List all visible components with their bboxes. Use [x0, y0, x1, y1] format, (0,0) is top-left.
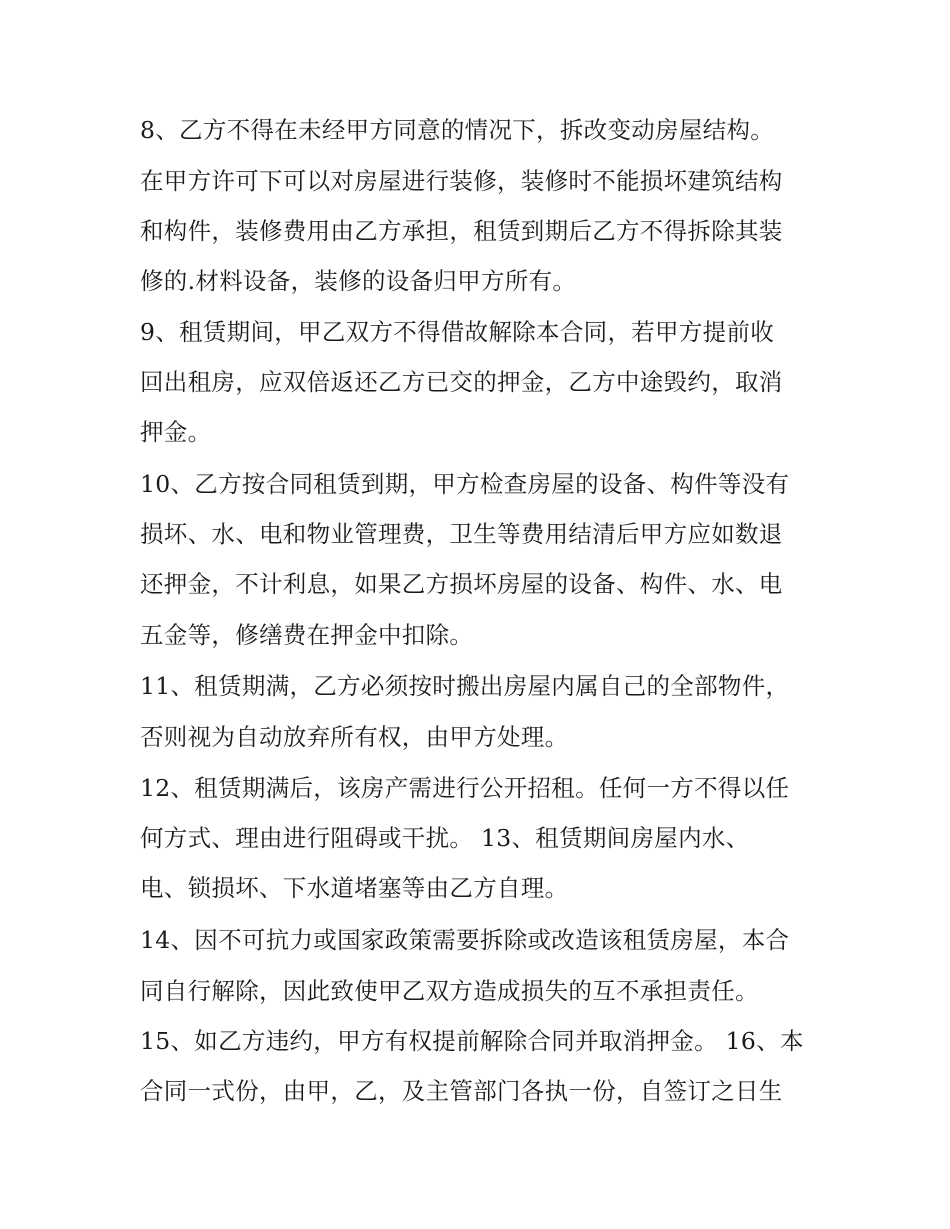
- text-line-12: 11、租赁期满，乙方必须按时搬出房屋内属自己的全部物件，: [140, 672, 790, 700]
- text-line-14: 12、租赁期满后，该房产需进行公开招租。任何一方不得以任: [140, 774, 790, 802]
- text-line-16: 电、锁损坏、下水道堵塞等由乙方自理。: [140, 874, 569, 902]
- text-line-1: 8、乙方不得在未经甲方同意的情况下，拆改变动房屋结构。: [140, 116, 775, 144]
- text-line-20: 合同一式份，由甲，乙，及主管部门各执一份，自签订之日生: [140, 1077, 783, 1105]
- text-line-4: 修的.材料设备，装修的设备归甲方所有。: [140, 267, 577, 295]
- text-line-11: 五金等，修缮费在押金中扣除。: [140, 621, 474, 649]
- text-line-2: 在甲方许可下可以对房屋进行装修，装修时不能损坏建筑结构: [140, 167, 783, 195]
- text-line-6: 回出租房，应双倍返还乙方已交的押金，乙方中途毁约，取消: [140, 368, 783, 396]
- text-line-19: 15、如乙方违约，甲方有权提前解除合同并取消押金。 16、本: [140, 1027, 804, 1055]
- text-line-3: 和构件，装修费用由乙方承担，租赁到期后乙方不得拆除其装: [140, 217, 783, 245]
- text-line-9: 损坏、水、电和物业管理费，卫生等费用结清后甲方应如数退: [140, 520, 783, 548]
- text-line-13: 否则视为自动放弃所有权，由甲方处理。: [140, 723, 569, 751]
- text-line-18: 同自行解除，因此致使甲乙双方造成损失的互不承担责任。: [140, 977, 759, 1005]
- text-line-5: 9、租赁期间，甲乙双方不得借故解除本合同，若甲方提前收: [140, 318, 775, 346]
- text-line-15: 何方式、理由进行阻碍或干扰。 13、租赁期间房屋内水、: [140, 824, 750, 852]
- text-line-7: 押金。: [140, 418, 212, 446]
- text-line-8: 10、乙方按合同租赁到期，甲方检查房屋的设备、构件等没有: [140, 470, 790, 498]
- text-line-17: 14、因不可抗力或国家政策需要拆除或改造该租赁房屋，本合: [140, 926, 790, 954]
- text-line-10: 还押金，不计利息，如果乙方损坏房屋的设备、构件、水、电: [140, 570, 783, 598]
